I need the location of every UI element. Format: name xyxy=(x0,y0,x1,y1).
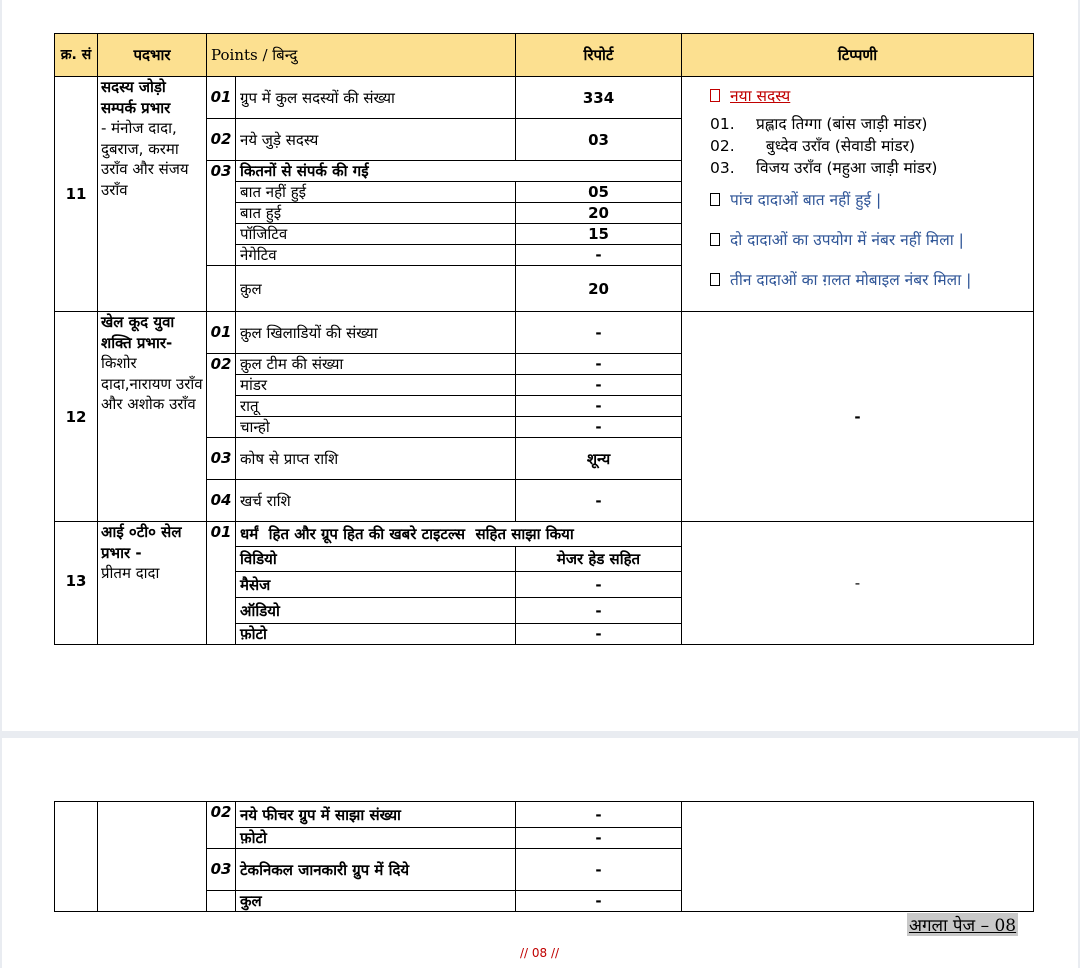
total-value: 20 xyxy=(516,266,682,312)
serial-number: 11 xyxy=(55,77,98,312)
report-value: - xyxy=(516,312,682,354)
point-text: बात नहीं हुई xyxy=(236,182,516,203)
report-table-continued xyxy=(54,801,1034,912)
note-cell xyxy=(682,77,1034,312)
point-heading: धर्मं हित और ग्रूप हित की खबरे टाइटल्स सहित साझा किया xyxy=(236,522,682,547)
report-value: - xyxy=(516,802,682,828)
table-row xyxy=(55,802,1034,828)
point-number-empty xyxy=(207,891,236,912)
point-text: विडियो xyxy=(236,547,516,572)
header-row xyxy=(55,34,1034,77)
serial-number-empty xyxy=(55,802,98,912)
point-number: 03 xyxy=(207,161,236,266)
member-item: 02. बुध्देव उराँव (सेवाडी मांडर) xyxy=(710,137,916,155)
prabhar-title: आई ०टी० सेल प्रभार - xyxy=(101,523,182,562)
point-text: नये जुड़े सदस्य xyxy=(236,119,516,161)
prabhar-empty xyxy=(98,802,207,912)
point-number: 04 xyxy=(207,480,236,522)
point-text: कोष से प्राप्त राशि xyxy=(236,438,516,480)
point-text: खर्च राशि xyxy=(236,480,516,522)
report-value: - xyxy=(516,245,682,266)
point-number: 01 xyxy=(207,522,236,645)
point-text: क़ुल टीम की संख्या xyxy=(236,354,516,375)
report-value: 20 xyxy=(516,203,682,224)
new-member-title: नया सदस्य xyxy=(730,87,791,105)
point-text: नये फीचर ग्रुप में साझा संख्या xyxy=(236,802,516,828)
serial-number: 12 xyxy=(55,312,98,522)
report-value: - xyxy=(516,417,682,438)
report-value: 15 xyxy=(516,224,682,245)
report-value: - xyxy=(516,396,682,417)
report-value: - xyxy=(516,375,682,396)
report-value: - xyxy=(516,480,682,522)
report-value: - xyxy=(516,624,682,645)
header-sr: क्र. सं xyxy=(55,34,98,77)
prabhar-names: किशोर दादा,नारायण उराँव और अशोक उराँव xyxy=(101,354,203,413)
point-text: नेगेटिव xyxy=(236,245,516,266)
point-text: चान्हो xyxy=(236,417,516,438)
report-value: 334 xyxy=(516,77,682,119)
member-item: 01. प्रह्लाद तिग्गा (बांस जाड़ी मांडर) xyxy=(710,115,928,133)
point-text: फ़ोटो xyxy=(236,828,516,849)
new-member-heading xyxy=(710,85,1033,107)
point-number: 02 xyxy=(207,119,236,161)
point-text: रातू xyxy=(236,396,516,417)
point-number: 01 xyxy=(207,77,236,119)
report-value: 05 xyxy=(516,182,682,203)
prabhar-title: सदस्य जोड़ो सम्पर्क प्रभार xyxy=(101,78,171,117)
header-report: रिपोर्ट xyxy=(516,34,682,77)
bullet-icon xyxy=(710,273,720,286)
note-empty xyxy=(682,802,1034,912)
report-value: - xyxy=(516,598,682,624)
report-value: - xyxy=(516,572,682,598)
bullet-icon xyxy=(710,89,720,102)
point-number: 01 xyxy=(207,312,236,354)
point-text: ग्रुप में कुल सदस्यों की संख्या xyxy=(236,77,516,119)
point-text: बात हुई xyxy=(236,203,516,224)
member-item: 03. विजय उराँव (महुआ जाड़ी मांडर) xyxy=(710,159,938,177)
report-value: शून्य xyxy=(516,438,682,480)
prabhar-names: - मंनोज दादा, दुबराज, करमा उराँव और संजय उराँव xyxy=(101,119,189,199)
point-number: 02 xyxy=(207,802,236,849)
prabhar-cell xyxy=(98,312,207,522)
page-number-mark: // 08 // xyxy=(520,946,560,960)
report-value: 03 xyxy=(516,119,682,161)
report-value: मेजर हेड सहित xyxy=(516,547,682,572)
point-text: फ़ोटो xyxy=(236,624,516,645)
note-cell: - xyxy=(682,522,1034,645)
total-text: क़ुल xyxy=(236,266,516,312)
page-1 xyxy=(2,0,1078,731)
prabhar-names: प्रीतम दादा xyxy=(101,564,160,582)
total-value: - xyxy=(516,891,682,912)
header-note: टिप्पणी xyxy=(682,34,1034,77)
report-table xyxy=(54,33,1034,645)
point-text: मांडर xyxy=(236,375,516,396)
total-text: कुल xyxy=(236,891,516,912)
point-number: 03 xyxy=(207,438,236,480)
table-row xyxy=(55,522,1034,547)
report-value: - xyxy=(516,354,682,375)
point-number-empty xyxy=(207,266,236,312)
note-point: पांच दादाओं बात नहीं हुई | xyxy=(710,189,1033,211)
point-text: ऑडियो xyxy=(236,598,516,624)
bullet-icon xyxy=(710,233,720,246)
report-value: - xyxy=(516,828,682,849)
table-row xyxy=(55,312,1034,354)
point-number: 02 xyxy=(207,354,236,438)
point-text: क़ुल खिलाडियों की संख्या xyxy=(236,312,516,354)
header-points: Points / बिन्दु xyxy=(207,34,516,77)
point-text: पॉजिटिव xyxy=(236,224,516,245)
note-point: दो दादाओं का उपयोग में नंबर नहीं मिला | xyxy=(710,229,1033,251)
next-page-label: अगला पेज – 08 xyxy=(907,913,1018,936)
report-value: - xyxy=(516,849,682,891)
serial-number: 13 xyxy=(55,522,98,645)
bullet-icon xyxy=(710,193,720,206)
prabhar-title: खेल कूद युवा शक्ति प्रभार- xyxy=(101,313,175,352)
note-cell: - xyxy=(682,312,1034,522)
point-heading: कितनों से संपर्क की गई xyxy=(236,161,682,182)
point-text: मैसेज xyxy=(236,572,516,598)
point-text: टेकनिकल जानकारी ग्रुप में दिये xyxy=(236,849,516,891)
table-row xyxy=(55,77,1034,119)
header-prabhar: पदभार xyxy=(98,34,207,77)
point-number: 03 xyxy=(207,849,236,891)
prabhar-cell xyxy=(98,77,207,312)
prabhar-cell xyxy=(98,522,207,645)
note-point: तीन दादाओं का ग़लत मोबाइल नंबर मिला | xyxy=(710,269,1033,291)
